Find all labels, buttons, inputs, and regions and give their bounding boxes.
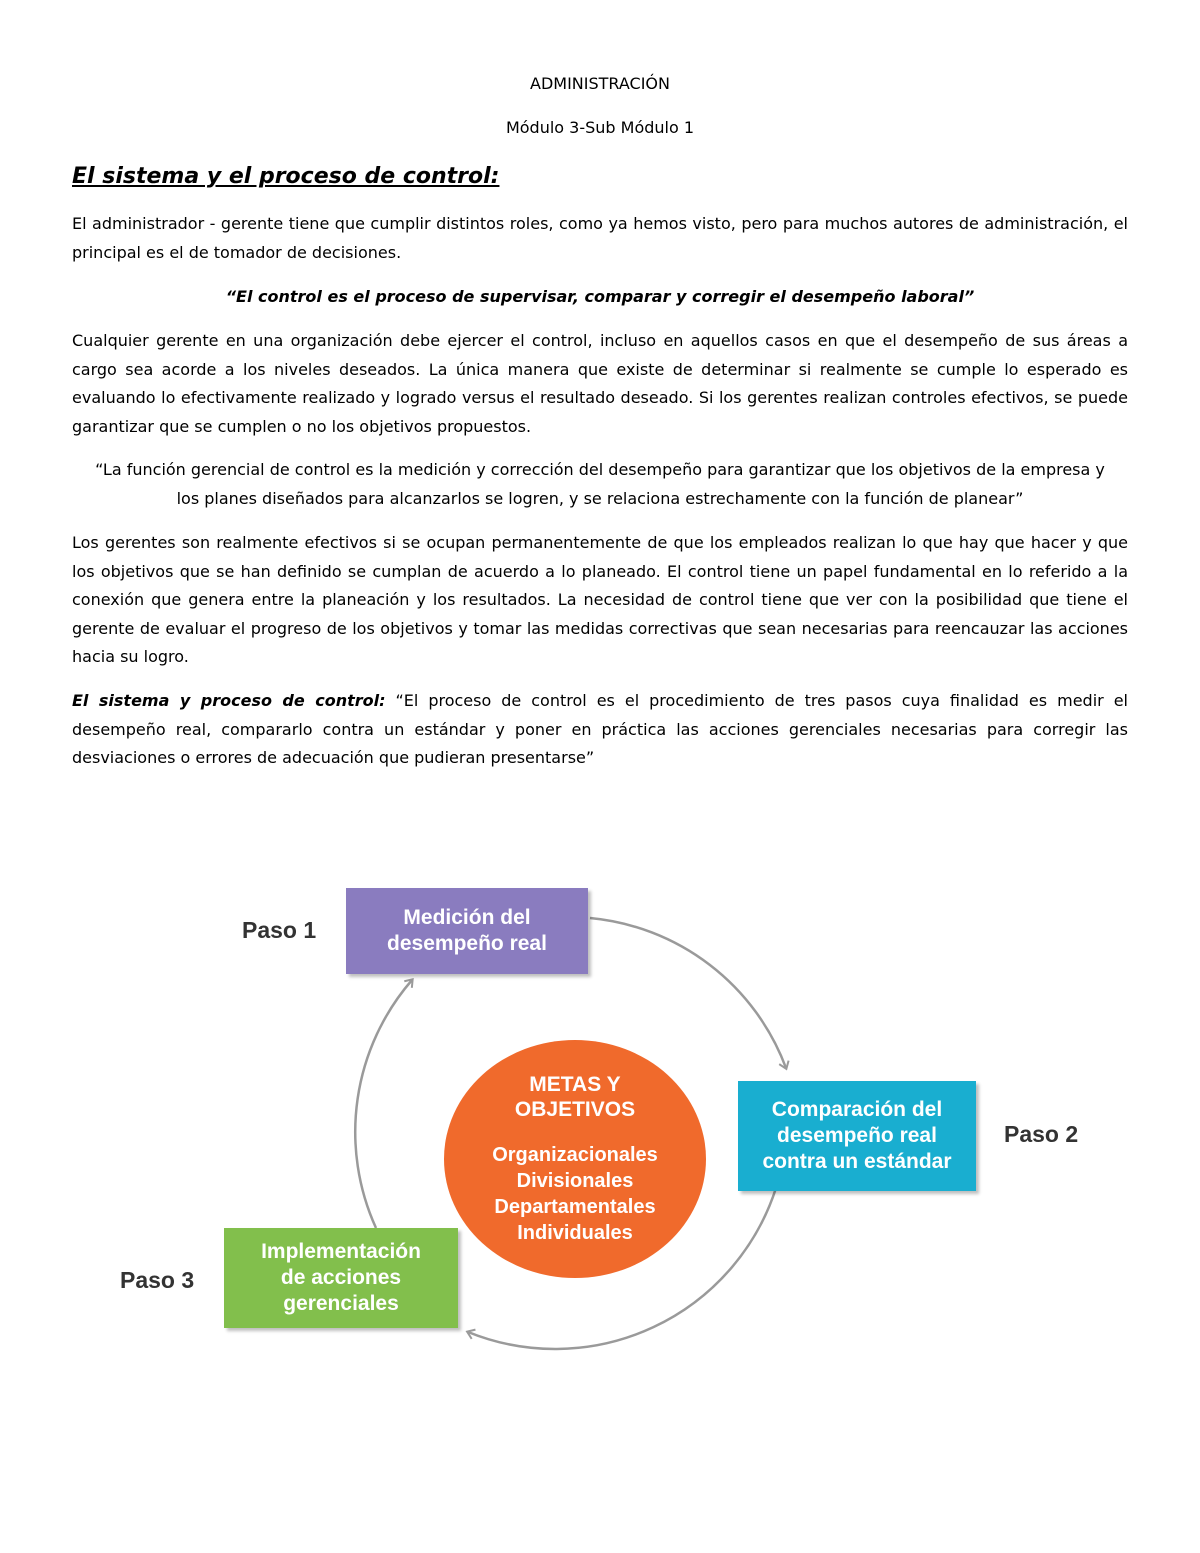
paragraph-intro: El administrador - gerente tiene que cumplir distintos roles, como ya hemos visto, pero para muchos autores de administración, el principal es el de tomador de decisiones. (72, 214, 1128, 262)
control-process-lead: El sistema y proceso de control: (72, 691, 386, 710)
step3-box: Implementación de acciones gerenciales (224, 1228, 458, 1328)
module-header: Módulo 3-Sub Módulo 1 (505, 118, 695, 137)
managerial-function-quote: “La función gerencial de control es la medición y corrección del desempeño para garantizar que los objetivos de la empresa y los planes diseñados para alcanzarlos se logren, y se relaciona estrechamente con la función de planear” (95, 460, 1105, 508)
step1-label: Paso 1 (242, 917, 317, 943)
step2-label: Paso 2 (1004, 1121, 1079, 1147)
control-process-diagram (100, 870, 1100, 1370)
goals-circle (444, 1040, 706, 1278)
section-title: El sistema y el proceso de control: (72, 164, 500, 189)
paragraph-control-role: Cualquier gerente en una organización debe ejercer el control, incluso en aquellos casos en que el desempeño de sus áreas a cargo sea acorde a los niveles deseados. La única manera que existe de determinar si realmente se cumple lo esperado es evaluando lo efectivamente realizado y logrado versus el resultado deseado. Si los gerentes realizan controles efectivos, se puede garantizar que se cumplen o no los objetivos propuestos. (72, 331, 1128, 436)
goal-item: Individuales (517, 1222, 633, 1244)
step1-box: Medición del desempeño real (346, 888, 588, 974)
goal-item: Organizacionales (492, 1144, 658, 1166)
paragraph-effective-managers: Los gerentes son realmente efectivos si se ocupan permanentemente de que los empleados realizan lo que hay que hacer y que los objetivos que se han definido se cumplan de acuerdo a lo planeado. El control tiene un papel fundamental en lo referido a la conexión que genera entre la planeación y los resultados. La necesidad de control tiene que ver con la posibilidad que tiene el gerente de evaluar el progreso de los objetivos y tomar las medidas correctivas que sean necesarias para reencauzar las acciones hacia su logro. (72, 533, 1128, 667)
control-definition-quote: “El control es el proceso de supervisar, comparar y corregir el desempeño laboral” (225, 287, 975, 306)
course-header: ADMINISTRACIÓN (530, 74, 670, 93)
goal-item: Departamentales (494, 1196, 656, 1218)
arrow-step3-to-step1 (355, 980, 412, 1228)
paragraph-control-process (72, 687, 1128, 773)
step3-label: Paso 3 (120, 1267, 195, 1293)
control-process-body: “El proceso de control es el procedimiento de tres pasos cuya finalidad es medir el desempeño real, compararlo contra un estándar y poner en práctica las acciones gerenciales necesarias para corregir las desviaciones o errores de adecuación que pudieran presentarse” (72, 691, 1128, 768)
goal-item: Divisionales (516, 1170, 634, 1192)
arrow-step1-to-step2 (590, 918, 786, 1068)
goals-title: METAS Y OBJETIVOS (514, 1073, 636, 1121)
step2-box: Comparación del desempeño real contra un estándar (738, 1081, 976, 1191)
